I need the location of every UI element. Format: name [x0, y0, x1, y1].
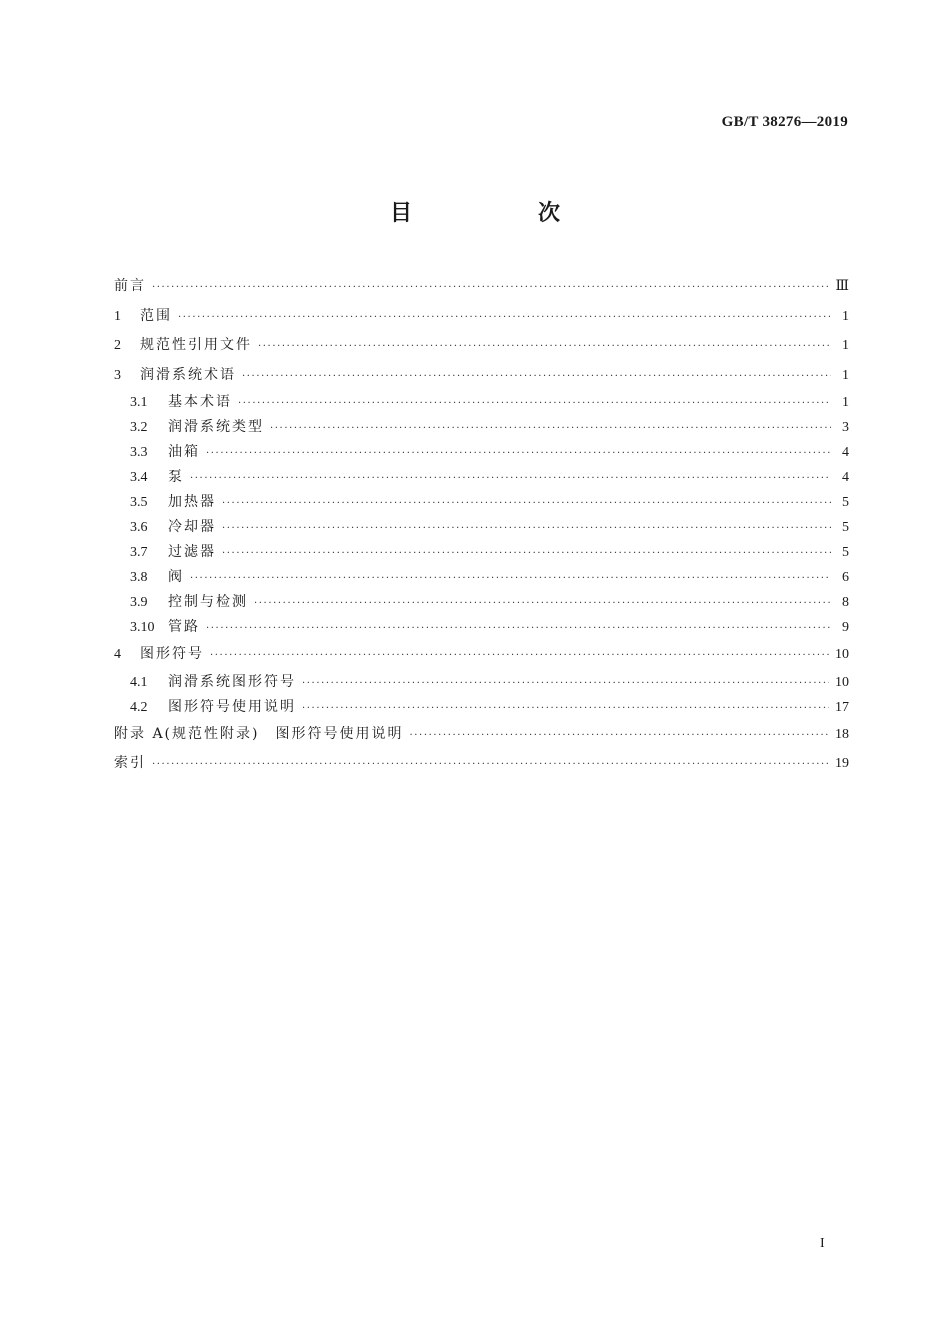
toc-dot-leader	[242, 362, 831, 392]
table-of-contents	[114, 272, 849, 779]
toc-entry-number: 4	[114, 647, 121, 662]
toc-dot-leader	[178, 303, 831, 333]
toc-entry-label: 冷却器	[168, 519, 216, 535]
toc-entry-page: 5	[842, 495, 849, 510]
toc-entry[interactable]	[114, 302, 849, 332]
toc-dot-leader	[222, 541, 831, 566]
toc-entry-page: 9	[842, 620, 849, 635]
toc-entry[interactable]	[114, 749, 849, 779]
toc-entry-page: Ⅲ	[835, 279, 849, 294]
toc-entry-page: 1	[842, 395, 849, 410]
toc-entry-number: 3.5	[130, 495, 148, 510]
toc-entry[interactable]	[114, 390, 849, 415]
standard-code: GB/T 38276—2019	[721, 114, 848, 130]
toc-entry[interactable]	[114, 565, 849, 590]
toc-entry-label: 范围	[140, 307, 172, 324]
toc-entry-number: 3.3	[130, 445, 148, 460]
toc-entry[interactable]	[114, 272, 849, 302]
toc-dot-leader	[254, 591, 831, 616]
toc-entry-label: 泵	[168, 469, 184, 485]
toc-entry-label: 控制与检测	[168, 594, 248, 610]
toc-entry[interactable]	[114, 590, 849, 615]
toc-entry-page: 10	[835, 674, 849, 690]
toc-entry-page: 18	[835, 726, 849, 742]
toc-entry-page: 1	[842, 308, 849, 324]
toc-entry-label: 油箱	[168, 444, 200, 460]
page-number: I	[820, 1236, 825, 1251]
toc-dot-leader	[206, 616, 831, 641]
toc-entry[interactable]	[114, 490, 849, 515]
toc-entry-number: 3.4	[130, 470, 148, 485]
toc-entry[interactable]	[114, 670, 849, 695]
toc-dot-leader	[270, 416, 831, 441]
toc-entry-page: 1	[842, 338, 849, 353]
toc-entry-label: 图形符号	[140, 646, 204, 662]
toc-entry[interactable]	[114, 720, 849, 750]
toc-title: 目 次	[389, 201, 612, 226]
toc-entry-label: 润滑系统术语	[140, 366, 236, 383]
toc-entry-page: 4	[842, 470, 849, 485]
toc-dot-leader	[222, 516, 831, 541]
toc-dot-leader	[206, 441, 831, 466]
toc-entry[interactable]	[114, 440, 849, 465]
toc-dot-leader	[222, 491, 831, 516]
toc-entry-label: 管路	[168, 619, 200, 635]
toc-entry-page: 3	[842, 420, 849, 435]
toc-entry-label: 过滤器	[168, 544, 216, 560]
toc-entry-number: 3	[114, 367, 121, 383]
toc-dot-leader	[152, 273, 829, 303]
toc-entry-label: 基本术语	[168, 394, 232, 410]
toc-entry-label: 规范性引用文件	[140, 337, 252, 353]
toc-entry-label: 加热器	[168, 494, 216, 510]
toc-entry[interactable]	[114, 515, 849, 540]
toc-entry-number: 3.9	[130, 595, 148, 610]
toc-entry-label: 附录 A(规范性附录) 图形符号使用说明	[114, 725, 404, 742]
toc-entry-label: 前言	[114, 278, 146, 294]
toc-entry-number: 4.1	[130, 674, 148, 690]
toc-dot-leader	[190, 566, 831, 591]
toc-entry-label: 阀	[168, 569, 184, 585]
toc-entry-number: 1	[114, 308, 121, 324]
toc-entry-page: 8	[842, 595, 849, 610]
toc-entry[interactable]	[114, 415, 849, 440]
toc-entry-page: 10	[835, 647, 849, 662]
toc-dot-leader	[302, 671, 829, 696]
toc-entry[interactable]	[114, 615, 849, 640]
toc-entry-label: 索引	[114, 755, 146, 771]
toc-entry[interactable]	[114, 540, 849, 565]
toc-entry-page: 17	[835, 699, 849, 715]
toc-dot-leader	[409, 721, 829, 751]
toc-entry-page: 5	[842, 545, 849, 560]
toc-entry-number: 3.2	[130, 420, 148, 435]
toc-entry[interactable]	[114, 331, 849, 361]
toc-entry-number: 3.6	[130, 520, 148, 535]
toc-entry-number: 2	[114, 338, 121, 353]
toc-entry-page: 1	[842, 367, 849, 383]
toc-entry-number: 3.1	[130, 395, 148, 410]
toc-entry-number: 4.2	[130, 699, 148, 715]
toc-dot-leader	[302, 696, 829, 721]
toc-entry-label: 图形符号使用说明	[168, 698, 296, 715]
toc-entry[interactable]	[114, 465, 849, 490]
toc-entry-page: 6	[842, 570, 849, 585]
toc-dot-leader	[152, 750, 829, 780]
toc-entry[interactable]	[114, 640, 849, 670]
toc-dot-leader	[210, 641, 829, 671]
toc-entry[interactable]	[114, 695, 849, 720]
toc-entry-page: 5	[842, 520, 849, 535]
toc-dot-leader	[190, 466, 831, 491]
toc-dot-leader	[258, 332, 831, 362]
toc-entry-number: 3.8	[130, 570, 148, 585]
toc-entry[interactable]	[114, 361, 849, 391]
toc-dot-leader	[238, 391, 831, 416]
toc-entry-number: 3.10	[130, 620, 155, 635]
toc-entry-page: 4	[842, 445, 849, 460]
toc-entry-label: 润滑系统图形符号	[168, 673, 296, 690]
toc-entry-label: 润滑系统类型	[168, 419, 264, 435]
toc-entry-number: 3.7	[130, 545, 148, 560]
toc-entry-page: 19	[835, 756, 849, 771]
